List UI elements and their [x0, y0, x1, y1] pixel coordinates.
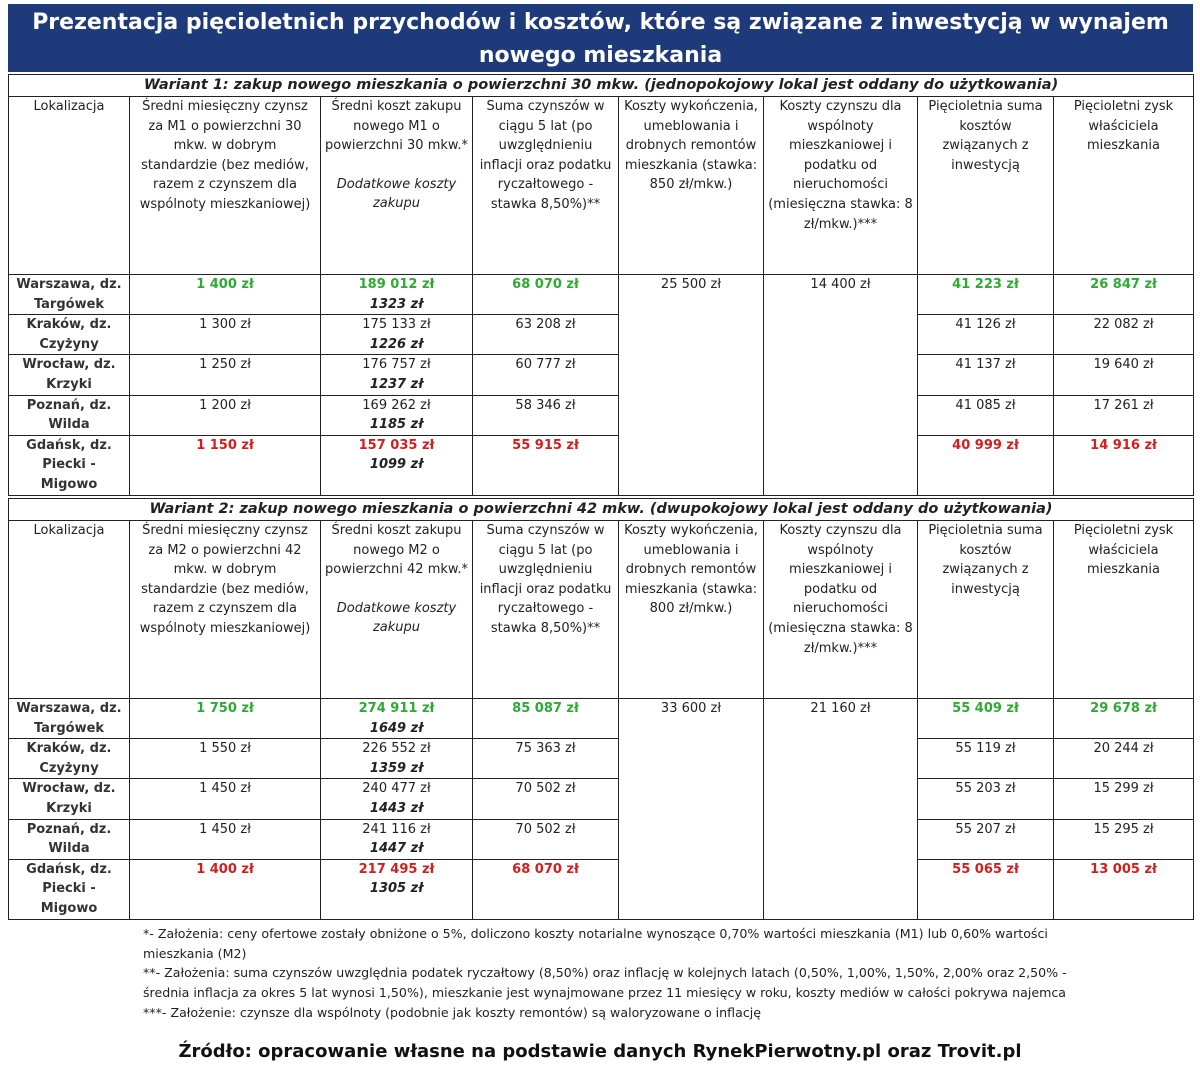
column-header-loc-label: Lokalizacja	[33, 99, 105, 114]
location-cell: Kraków, dz. Czyżyny	[9, 315, 130, 355]
rent-sum-cell: 68 070 zł	[473, 859, 619, 919]
additional-cost-value: 1447 zł	[369, 841, 424, 857]
profit-cell: 15 299 zł	[1054, 779, 1194, 819]
rent-cell: 1 450 zł	[130, 819, 321, 859]
total-cost-cell: 55 065 zł	[918, 859, 1054, 919]
location-cell: Poznań, dz. Wilda	[9, 819, 130, 859]
purchase-cost-cell	[321, 859, 473, 919]
profit-cell: 29 678 zł	[1054, 699, 1194, 739]
table-row	[9, 275, 1194, 315]
profit-cell: 13 005 zł	[1054, 859, 1194, 919]
table-row	[9, 779, 1194, 819]
variant-2-table	[8, 498, 1194, 920]
column-header-loc-label: Lokalizacja	[33, 523, 105, 538]
rent-sum-cell: 60 777 zł	[473, 355, 619, 395]
column-header-buy	[321, 521, 473, 699]
column-header-sum-label: Suma czynszów w ciągu 5 lat (po uwzględnieniu inflacji oraz podatku ryczałtowego - stawka 8,50%)**	[479, 99, 612, 212]
source-line: Źródło: opracowanie własne na podstawie danych RynekPierwotny.pl oraz Trovit.pl	[178, 1041, 1022, 1062]
rent-cell: 1 400 zł	[130, 859, 321, 919]
table-row	[9, 739, 1194, 779]
location-cell: Gdańsk, dz. Piecki - Migowo	[9, 859, 130, 919]
total-cost-cell: 55 409 zł	[918, 699, 1054, 739]
community-cost-cell: 14 400 zł	[764, 275, 918, 496]
total-cost-cell: 41 085 zł	[918, 395, 1054, 435]
table-row	[9, 819, 1194, 859]
rent-sum-cell: 58 346 zł	[473, 395, 619, 435]
column-header-loc	[9, 521, 130, 699]
table-row	[9, 355, 1194, 395]
footnote-1: *- Założenia: ceny ofertowe zostały obniżone o 5%, doliczono koszty notarialne wynoszące 0,70% wartości mieszkania (M1) lub 0,60% wartości mieszkania (M2)	[143, 926, 1048, 961]
purchase-cost-value: 240 477 zł	[362, 781, 431, 797]
rent-cell: 1 150 zł	[130, 435, 321, 495]
purchase-cost-cell	[321, 699, 473, 739]
additional-cost-value: 1443 zł	[369, 800, 424, 816]
table-row	[9, 859, 1194, 919]
purchase-cost-value: 176 757 zł	[362, 357, 431, 373]
location-cell: Warszawa, dz. Targówek	[9, 699, 130, 739]
location-cell: Gdańsk, dz. Piecki - Migowo	[9, 435, 130, 495]
column-header-community-label: Koszty czynszu dla wspólnoty mieszkaniowej i podatku od nieruchomości (miesięczna stawka: 8 zł/mkw.)***	[768, 99, 913, 232]
column-header-total	[918, 521, 1054, 699]
total-cost-cell: 41 126 zł	[918, 315, 1054, 355]
purchase-cost-value: 274 911 zł	[358, 701, 435, 716]
variant-1-table	[8, 74, 1194, 496]
column-header-buy-extra: Dodatkowe koszty zakupu	[336, 600, 457, 636]
additional-cost-value: 1226 zł	[369, 336, 424, 352]
column-header-rent-label: Średni miesięczny czynsz za M1 o powierzchni 30 mkw. w dobrym standardzie (bez mediów, razem z czynszem dla wspólnoty mieszkaniowej)	[139, 99, 311, 212]
profit-cell: 14 916 zł	[1054, 435, 1194, 495]
column-header-total-label: Pięcioletnia suma kosztów związanych z inwestycją	[928, 99, 1043, 173]
purchase-cost-cell	[321, 739, 473, 779]
rent-cell: 1 550 zł	[130, 739, 321, 779]
purchase-cost-cell	[321, 395, 473, 435]
purchase-cost-cell	[321, 435, 473, 495]
rent-cell: 1 250 zł	[130, 355, 321, 395]
rent-cell: 1 750 zł	[130, 699, 321, 739]
total-cost-cell: 55 203 zł	[918, 779, 1054, 819]
rent-cell: 1 400 zł	[130, 275, 321, 315]
total-cost-cell: 41 137 zł	[918, 355, 1054, 395]
rent-sum-cell: 70 502 zł	[473, 819, 619, 859]
additional-cost-value: 1359 zł	[369, 760, 424, 776]
column-header-buy-label: Średni koszt zakupu nowego M2 o powierzchni 42 mkw.*	[325, 523, 468, 578]
finishing-cost-cell: 33 600 zł	[619, 699, 764, 920]
purchase-cost-cell	[321, 275, 473, 315]
rent-cell: 1 200 zł	[130, 395, 321, 435]
purchase-cost-value: 189 012 zł	[358, 277, 435, 292]
column-header-finish	[619, 521, 764, 699]
column-header-community	[764, 97, 918, 275]
profit-cell: 15 295 zł	[1054, 819, 1194, 859]
purchase-cost-value: 241 116 zł	[362, 821, 431, 837]
column-header-total-label: Pięcioletnia suma kosztów związanych z inwestycją	[928, 523, 1043, 597]
variant-heading: Wariant 2: zakup nowego mieszkania o powierzchni 42 mkw. (dwupokojowy lokal jest oddany do użytkowania)	[9, 499, 1194, 521]
page-title: Prezentacja pięcioletnich przychodów i kosztów, które są związane z inwestycją w wynajem nowego mieszkania	[8, 4, 1193, 72]
rent-sum-cell: 55 915 zł	[473, 435, 619, 495]
purchase-cost-value: 226 552 zł	[362, 741, 431, 757]
purchase-cost-value: 175 133 zł	[362, 317, 431, 333]
community-cost-cell: 21 160 zł	[764, 699, 918, 920]
rent-cell: 1 450 zł	[130, 779, 321, 819]
footnote-3: ***- Założenie: czynsze dla wspólnoty (podobnie jak koszty remontów) są waloryzowane o inflację	[143, 1004, 761, 1020]
additional-cost-value: 1099 zł	[369, 457, 424, 473]
purchase-cost-value: 157 035 zł	[358, 437, 435, 453]
purchase-cost-value: 217 495 zł	[358, 861, 435, 877]
finishing-cost-cell: 25 500 zł	[619, 275, 764, 496]
footnote-2: **- Założenia: suma czynszów uwzględnia podatek ryczałtowy (8,50%) oraz inflację w kolejnych latach (0,50%, 1,00%, 1,50%, 2,00% oraz 2,50% - średnia inflacja za okres 5 lat wynosi 1,50%), mieszkanie jest wynajmowane przez 11 miesięcy w roku, koszty mediów w całości pokrywa najemca	[143, 965, 1067, 1001]
profit-cell: 17 261 zł	[1054, 395, 1194, 435]
profit-cell: 22 082 zł	[1054, 315, 1194, 355]
column-header-sum	[473, 97, 619, 275]
profit-cell: 19 640 zł	[1054, 355, 1194, 395]
column-header-profit-label: Pięcioletni zysk właściciela mieszkania	[1073, 99, 1174, 154]
additional-cost-value: 1237 zł	[369, 376, 424, 392]
location-cell: Kraków, dz. Czyżyny	[9, 739, 130, 779]
column-header-rent	[130, 521, 321, 699]
rent-sum-cell: 63 208 zł	[473, 315, 619, 355]
table-row	[9, 395, 1194, 435]
column-header-finish-label: Koszty wykończenia, umeblowania i drobnych remontów mieszkania (stawka: 850 zł/mkw.)	[624, 99, 758, 193]
purchase-cost-value: 169 262 zł	[362, 397, 431, 413]
column-header-profit	[1054, 521, 1194, 699]
table-row	[9, 435, 1194, 495]
location-cell: Warszawa, dz. Targówek	[9, 275, 130, 315]
column-header-profit	[1054, 97, 1194, 275]
column-header-buy	[321, 97, 473, 275]
location-cell: Wrocław, dz. Krzyki	[9, 355, 130, 395]
rent-sum-cell: 68 070 zł	[473, 275, 619, 315]
purchase-cost-cell	[321, 779, 473, 819]
column-header-finish-label: Koszty wykończenia, umeblowania i drobnych remontów mieszkania (stawka: 800 zł/mkw.)	[624, 523, 758, 617]
rent-cell: 1 300 zł	[130, 315, 321, 355]
column-header-community	[764, 521, 918, 699]
total-cost-cell: 41 223 zł	[918, 275, 1054, 315]
variant-heading: Wariant 1: zakup nowego mieszkania o powierzchni 30 mkw. (jednopokojowy lokal jest oddany do użytkowania)	[9, 75, 1194, 97]
column-header-sum-label: Suma czynszów w ciągu 5 lat (po uwzględnieniu inflacji oraz podatku ryczałtowego - stawka 8,50%)**	[479, 523, 612, 636]
additional-cost-value: 1305 zł	[369, 881, 424, 897]
profit-cell: 20 244 zł	[1054, 739, 1194, 779]
column-header-finish	[619, 97, 764, 275]
rent-sum-cell: 85 087 zł	[473, 699, 619, 739]
rent-sum-cell: 70 502 zł	[473, 779, 619, 819]
column-header-profit-label: Pięcioletni zysk właściciela mieszkania	[1073, 523, 1174, 578]
profit-cell: 26 847 zł	[1054, 275, 1194, 315]
column-header-rent-label: Średni miesięczny czynsz za M2 o powierzchni 42 mkw. w dobrym standardzie (bez mediów, razem z czynszem dla wspólnoty mieszkaniowej)	[139, 523, 311, 636]
purchase-cost-cell	[321, 819, 473, 859]
purchase-cost-cell	[321, 355, 473, 395]
column-header-total	[918, 97, 1054, 275]
column-header-sum	[473, 521, 619, 699]
additional-cost-value: 1323 zł	[369, 296, 424, 312]
total-cost-cell: 40 999 zł	[918, 435, 1054, 495]
total-cost-cell: 55 207 zł	[918, 819, 1054, 859]
column-header-buy-label: Średni koszt zakupu nowego M1 o powierzchni 30 mkw.*	[325, 99, 468, 154]
location-cell: Poznań, dz. Wilda	[9, 395, 130, 435]
additional-cost-value: 1649 zł	[369, 720, 424, 736]
location-cell: Wrocław, dz. Krzyki	[9, 779, 130, 819]
rent-sum-cell: 75 363 zł	[473, 739, 619, 779]
column-header-rent	[130, 97, 321, 275]
additional-cost-value: 1185 zł	[369, 417, 424, 433]
total-cost-cell: 55 119 zł	[918, 739, 1054, 779]
footnotes	[143, 924, 1073, 1023]
table-row	[9, 699, 1194, 739]
purchase-cost-cell	[321, 315, 473, 355]
column-header-buy-extra: Dodatkowe koszty zakupu	[336, 176, 457, 212]
table-row	[9, 315, 1194, 355]
column-header-community-label: Koszty czynszu dla wspólnoty mieszkaniowej i podatku od nieruchomości (miesięczna stawka: 8 zł/mkw.)***	[768, 523, 913, 656]
column-header-loc	[9, 97, 130, 275]
